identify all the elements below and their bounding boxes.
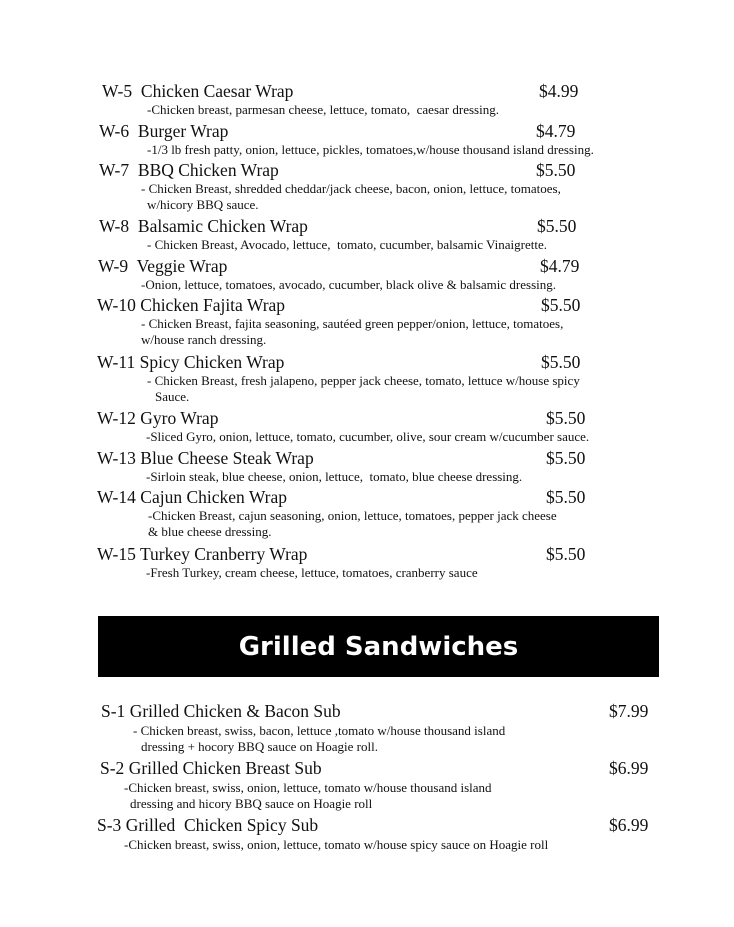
- item-description-cont: w/hicory BBQ sauce.: [147, 197, 259, 212]
- item-description: -Sirloin steak, blue cheese, onion, lettuce, tomato, blue cheese dressing.: [146, 469, 523, 484]
- item-description: - Chicken Breast, Avocado, lettuce, tomato, cucumber, balsamic Vinaigrette.: [147, 237, 548, 252]
- item-description-cont: dressing + hocory BBQ sauce on Hoagie roll.: [141, 739, 378, 754]
- item-price: $5.50: [546, 448, 586, 468]
- item-price: $6.99: [609, 758, 649, 778]
- item-description: - Chicken Breast, fresh jalapeno, pepper jack cheese, tomato, lettuce w/house spicy: [147, 373, 580, 388]
- item-description: -Fresh Turkey, cream cheese, lettuce, tomatoes, cranberry sauce: [146, 565, 478, 580]
- item-title: W-11 Spicy Chicken Wrap: [97, 352, 285, 372]
- item-title: W-15 Turkey Cranberry Wrap: [97, 544, 308, 564]
- item-description-cont: dressing and hicory BBQ sauce on Hoagie roll: [130, 796, 373, 811]
- item-description: -Chicken breast, swiss, onion, lettuce, tomato w/house thousand island: [124, 780, 492, 795]
- item-description-cont: Sauce.: [155, 389, 190, 404]
- item-title: W-12 Gyro Wrap: [97, 408, 219, 428]
- item-description-cont: & blue cheese dressing.: [148, 524, 272, 539]
- item-title: W-7 BBQ Chicken Wrap: [99, 160, 279, 180]
- section-title: Grilled Sandwiches: [238, 631, 519, 662]
- item-title: W-9 Veggie Wrap: [98, 256, 228, 276]
- item-price: $5.50: [541, 295, 581, 315]
- item-description: - Chicken Breast, shredded cheddar/jack cheese, bacon, onion, lettuce, tomatoes,: [141, 181, 561, 196]
- item-description: -Chicken Breast, cajun seasoning, onion, lettuce, tomatoes, pepper jack cheese: [148, 508, 557, 523]
- item-description: -Chicken breast, swiss, onion, lettuce, tomato w/house spicy sauce on Hoagie roll: [124, 837, 549, 852]
- item-title: W-6 Burger Wrap: [99, 121, 229, 141]
- item-title: S-3 Grilled Chicken Spicy Sub: [97, 815, 319, 835]
- item-title: W-13 Blue Cheese Steak Wrap: [97, 448, 314, 468]
- item-description-cont: w/house ranch dressing.: [141, 332, 267, 347]
- section-header-grilled-sandwiches: [98, 616, 659, 677]
- item-price: $4.79: [536, 121, 576, 141]
- item-price: $4.79: [540, 256, 580, 276]
- item-price: $5.50: [546, 544, 586, 564]
- item-price: $4.99: [539, 81, 579, 101]
- item-price: $5.50: [536, 160, 576, 180]
- item-title: W-8 Balsamic Chicken Wrap: [99, 216, 308, 236]
- item-title: W-14 Cajun Chicken Wrap: [97, 487, 287, 507]
- item-title: S-1 Grilled Chicken & Bacon Sub: [101, 701, 341, 721]
- item-description: - Chicken breast, swiss, bacon, lettuce ,tomato w/house thousand island: [133, 723, 506, 738]
- item-price: $5.50: [537, 216, 577, 236]
- item-title: W-5 Chicken Caesar Wrap: [102, 81, 294, 101]
- item-description: -Chicken breast, parmesan cheese, lettuce, tomato, caesar dressing.: [147, 102, 499, 117]
- item-title: W-10 Chicken Fajita Wrap: [97, 295, 286, 315]
- item-description: - Chicken Breast, fajita seasoning, sautéed green pepper/onion, lettuce, tomatoes,: [141, 316, 564, 331]
- item-price: $5.50: [541, 352, 581, 372]
- item-description: -Onion, lettuce, tomatoes, avocado, cucumber, black olive & balsamic dressing.: [141, 277, 556, 292]
- item-title: S-2 Grilled Chicken Breast Sub: [100, 758, 322, 778]
- item-description: -1/3 lb fresh patty, onion, lettuce, pickles, tomatoes,w/house thousand island dressing.: [147, 142, 594, 157]
- item-price: $5.50: [546, 487, 586, 507]
- item-price: $6.99: [609, 815, 649, 835]
- item-description: -Sliced Gyro, onion, lettuce, tomato, cucumber, olive, sour cream w/cucumber sauce.: [146, 429, 590, 444]
- item-price: $7.99: [609, 701, 649, 721]
- item-price: $5.50: [546, 408, 586, 428]
